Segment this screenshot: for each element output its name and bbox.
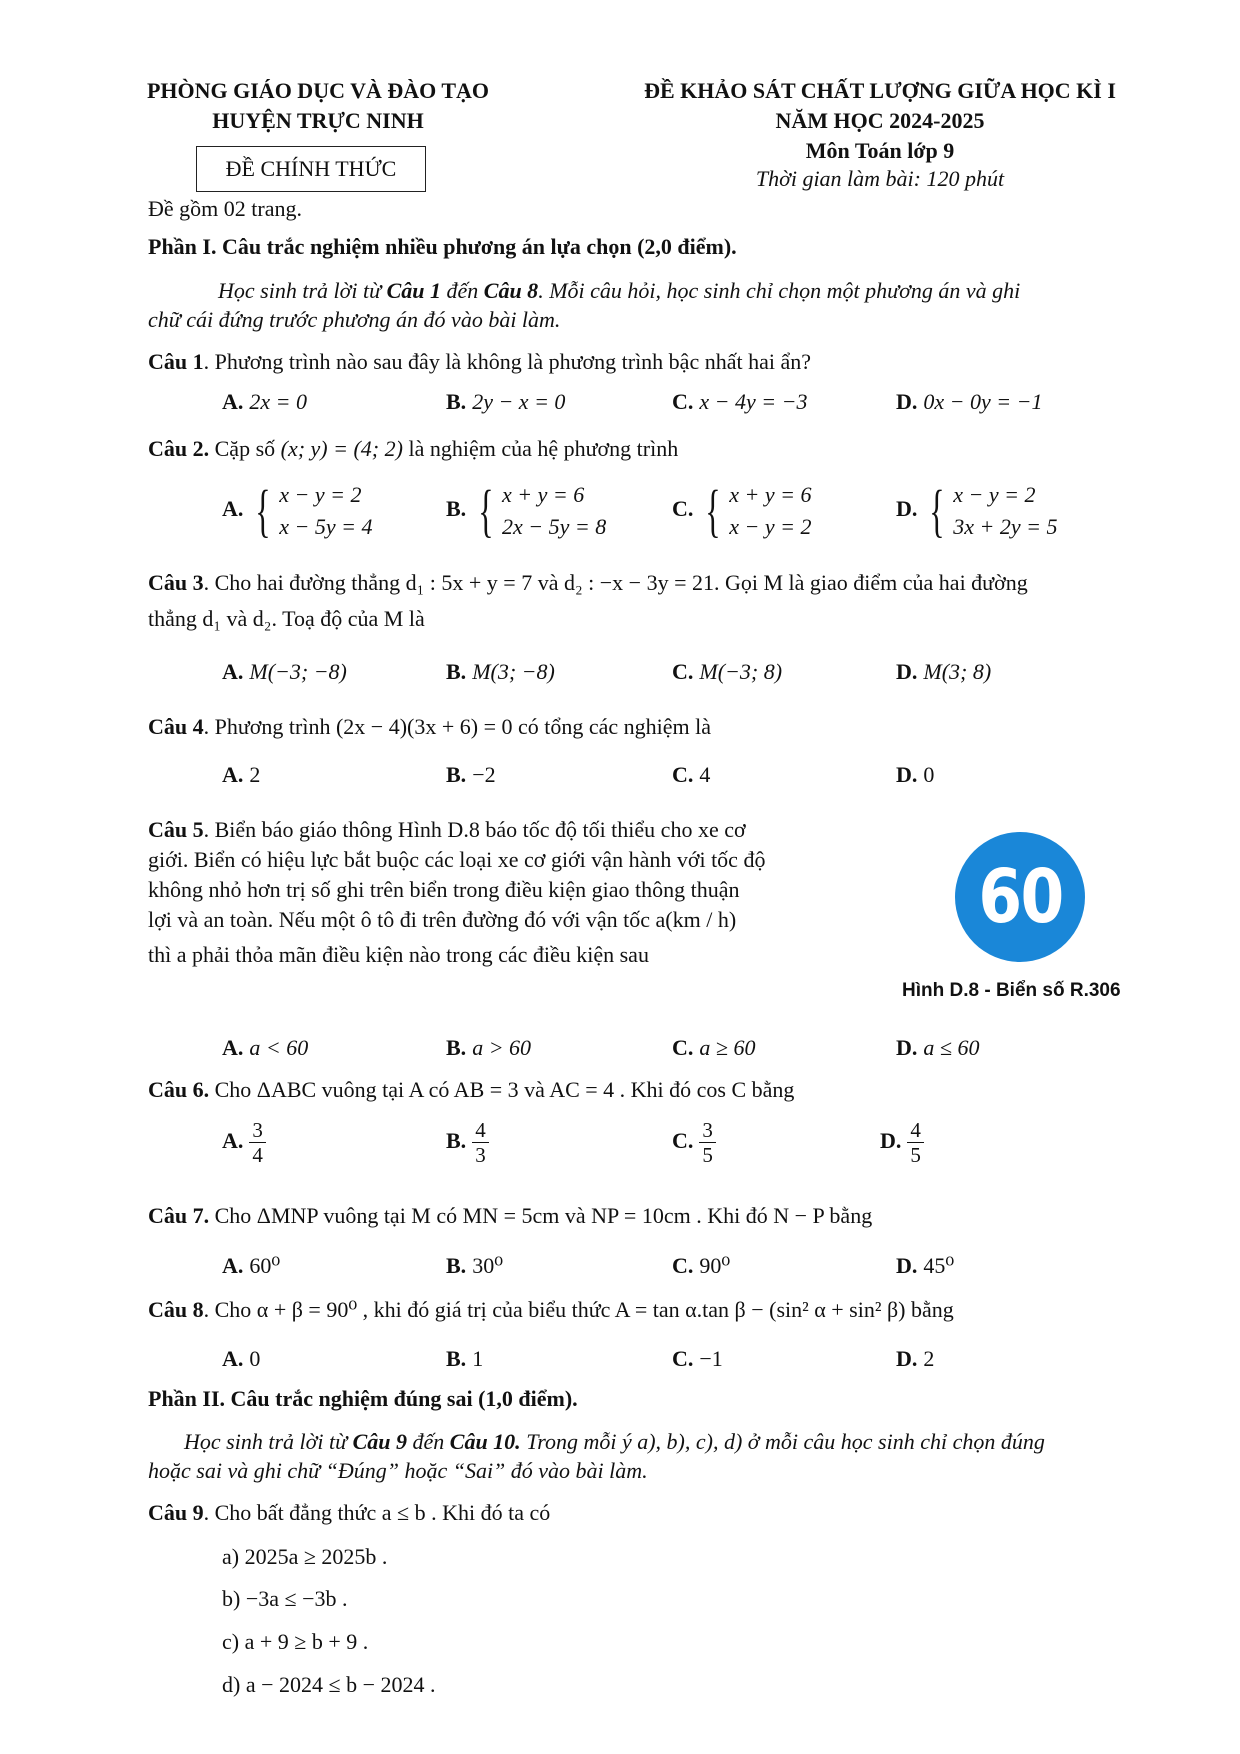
part1-instruction-line2: chữ cái đứng trước phương án đó vào bài làm. <box>148 307 561 332</box>
q2-option-c: C. { x + y = 6 x − y = 2 <box>672 478 812 543</box>
q7-option-a: A. 60⁰ <box>222 1253 281 1278</box>
q5-option-d: D. a ≤ 60 <box>896 1035 980 1060</box>
part1-instruction-line1: Học sinh trả lời từ Câu 1 đến Câu 8. Mỗi câu hỏi, học sinh chỉ chọn một phương án và ghi <box>218 278 1021 303</box>
official-exam-box <box>196 146 426 192</box>
q2-option-b: B. { x + y = 6 2x − 5y = 8 <box>446 478 607 543</box>
q4-option-b: B. −2 <box>446 762 496 787</box>
part2-instruction-line1: Học sinh trả lời từ Câu 9 đến Câu 10. Trong mỗi ý a), b), c), d) ở mỗi câu học sinh chỉ chọn đúng <box>184 1429 1045 1454</box>
part2-title: Phần II. Câu trắc nghiệm đúng sai (1,0 điểm). <box>148 1386 578 1411</box>
part2-instruction-line2: hoặc sai và ghi chữ “Đúng” hoặc “Sai” đó vào bài làm. <box>148 1458 648 1483</box>
question-6: Câu 6. Cho ΔABC vuông tại A có AB = 3 và AC = 4 . Khi đó cos C bằng <box>148 1077 795 1102</box>
question-5-line5: thì a phải thỏa mãn điều kiện nào trong các điều kiện sau <box>148 942 649 967</box>
q9-item-d: d) a − 2024 ≤ b − 2024 . <box>222 1672 436 1697</box>
question-1: Câu 1. Phương trình nào sau đây là không là phương trình bậc nhất hai ẩn? <box>148 349 811 374</box>
q1-option-c: C. x − 4y = −3 <box>672 389 808 414</box>
question-5-line1: Câu 5. Biển báo giáo thông Hình D.8 báo tốc độ tối thiểu cho xe cơ <box>148 817 746 842</box>
q9-item-b: b) −3a ≤ −3b . <box>222 1586 348 1611</box>
sign-caption: Hình D.8 - Biển số R.306 <box>902 980 1121 1001</box>
question-3-line1: Câu 3. Cho hai đường thẳng d₁ : 5x + y = 7 và d₂ : −x − 3y = 21. Gọi M là giao điểm của hai đường <box>148 570 1028 595</box>
q1-option-b: B. 2y − x = 0 <box>446 389 566 414</box>
q7-option-d: D. 45⁰ <box>896 1253 955 1278</box>
question-8: Câu 8. Cho α + β = 90⁰ , khi đó giá trị của biểu thức A = tan α.tan β − (sin² α + sin² β) bằng <box>148 1297 954 1322</box>
q4-option-c: C. 4 <box>672 762 711 787</box>
q2-option-a: A. { x − y = 2 x − 5y = 4 <box>222 478 373 543</box>
question-4: Câu 4. Phương trình (2x − 4)(3x + 6) = 0 có tổng các nghiệm là <box>148 714 712 739</box>
header-district: HUYỆN TRỰC NINH <box>212 108 424 133</box>
q6-option-d: D. $\frac{4}{5}$ <box>880 1118 924 1167</box>
official-label: ĐỀ CHÍNH THỨC <box>225 156 397 181</box>
time-limit: Thời gian làm bài: 120 phút <box>755 166 1005 191</box>
question-7: Câu 7. Cho ΔMNP vuông tại M có MN = 5cm và NP = 10cm . Khi đó N − P bằng <box>148 1203 873 1228</box>
q1-option-a: A. 2x = 0 <box>222 389 308 414</box>
school-year: NĂM HỌC 2024-2025 <box>775 108 985 133</box>
q5-option-a: A. a < 60 <box>222 1035 309 1060</box>
q8-option-b: B. 1 <box>446 1346 484 1371</box>
q8-option-c: C. −1 <box>672 1346 723 1371</box>
q3-option-a: A. M(−3; −8) <box>222 659 347 684</box>
q5-option-c: C. a ≥ 60 <box>672 1035 756 1060</box>
q4-option-a: A. 2 <box>222 762 261 787</box>
q3-option-d: D. M(3; 8) <box>896 659 992 684</box>
exam-title: ĐỀ KHẢO SÁT CHẤT LƯỢNG GIỮA HỌC KÌ I <box>644 78 1116 103</box>
speed-sign-value: 60 <box>977 854 1063 940</box>
q3-option-c: C. M(−3; 8) <box>672 659 783 684</box>
q9-item-a: a) 2025a ≥ 2025b . <box>222 1544 388 1569</box>
q4-option-d: D. 0 <box>896 762 935 787</box>
speed-sign-60 <box>955 832 1085 962</box>
q1-option-d: D. 0x − 0y = −1 <box>896 389 1043 414</box>
q3-option-b: B. M(3; −8) <box>446 659 555 684</box>
question-5-line3: không nhỏ hơn trị số ghi trên biển trong điều kiện giao thông thuận <box>148 877 740 902</box>
part1-title: Phần I. Câu trắc nghiệm nhiều phương án lựa chọn (2,0 điểm). <box>148 234 737 259</box>
q9-item-c: c) a + 9 ≥ b + 9 . <box>222 1629 369 1654</box>
q7-option-c: C. 90⁰ <box>672 1253 731 1278</box>
pages-note: Đề gồm 02 trang. <box>148 196 302 221</box>
question-5-line4: lợi và an toàn. Nếu một ô tô đi trên đường đó với vận tốc a(km / h) <box>148 907 737 932</box>
question-5-line2: giới. Biển có hiệu lực bắt buộc các loại xe cơ giới vận hành với tốc độ <box>148 847 766 872</box>
q8-option-a: A. 0 <box>222 1346 261 1371</box>
q2-option-d: D. { x − y = 2 3x + 2y = 5 <box>896 478 1058 543</box>
question-3-line2: thẳng d₁ và d₂. Toạ độ của M là <box>148 606 425 631</box>
q8-option-d: D. 2 <box>896 1346 935 1371</box>
q6-option-a: A. $\frac{3}{4}$ <box>222 1118 266 1167</box>
header-department: PHÒNG GIÁO DỤC VÀ ĐÀO TẠO <box>146 78 490 103</box>
q6-option-c: C. $\frac{3}{5}$ <box>672 1118 716 1167</box>
q6-option-b: B. $\frac{4}{3}$ <box>446 1118 489 1167</box>
question-2: Câu 2. Cặp số (x; y) = (4; 2) là nghiệm của hệ phương trình <box>148 436 679 461</box>
q7-option-b: B. 30⁰ <box>446 1253 504 1278</box>
question-9: Câu 9. Cho bất đẳng thức a ≤ b . Khi đó ta có <box>148 1500 551 1525</box>
q5-option-b: B. a > 60 <box>446 1035 532 1060</box>
subject: Môn Toán lớp 9 <box>805 138 955 163</box>
